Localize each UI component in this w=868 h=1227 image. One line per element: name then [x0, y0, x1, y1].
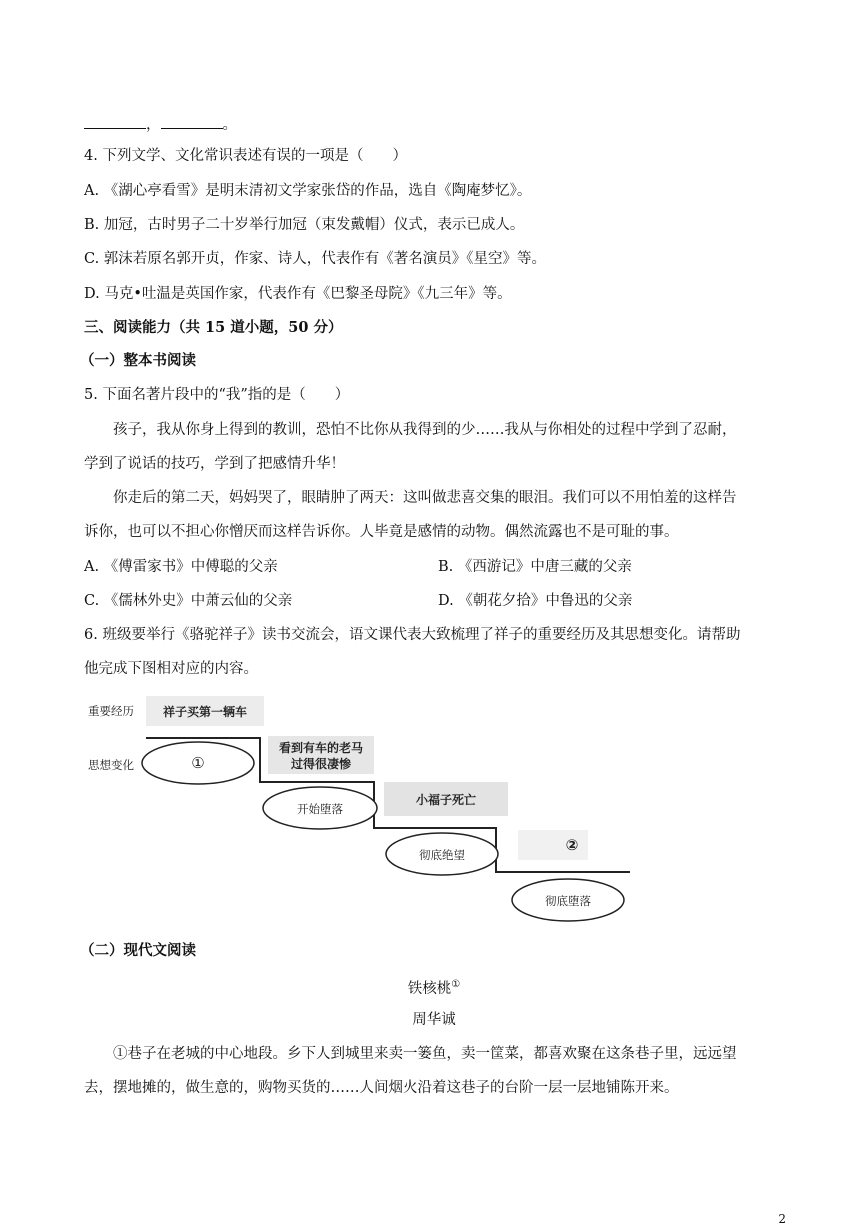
thought-4-text: 彻底堕落	[545, 894, 591, 908]
q5-passage-2b: 诉你，也可以不担心你憎厌而这样告诉你。人毕竟是感情的动物。偶然流露也不是可耻的事。	[84, 524, 679, 540]
q5-option-d: D. 《朝花夕拾》中鲁迅的父亲	[438, 593, 633, 609]
subsection-1-heading: （一）整本书阅读	[80, 352, 196, 369]
label-thoughts: 思想变化	[88, 758, 134, 772]
q4-stem: 4. 下列文学、文化常识表述有误的一项是（ ）	[84, 148, 407, 164]
q4-option-b: B. 加冠，古时男子二十岁举行加冠（束发戴帽）仪式，表示已成人。	[84, 217, 525, 233]
q5-stem: 5. 下面名著片段中的“我”指的是（ ）	[84, 387, 350, 403]
section-3-heading: 三、阅读能力（共 15 道小题，50 分）	[84, 319, 343, 336]
event-2-text-line1: 看到有车的老马	[278, 741, 364, 755]
article-title	[0, 975, 868, 999]
article-author: 周华诚	[412, 1012, 456, 1028]
label-events: 重要经历	[88, 704, 134, 718]
blank-2	[161, 114, 223, 129]
q5-passage-1b: 学到了说话的技巧，学到了把感情升华！	[84, 456, 345, 472]
article-title-text: 铁核桃	[407, 980, 452, 997]
page-number: 2	[778, 1212, 786, 1226]
period: 。	[222, 117, 237, 133]
thought-2-text: 开始堕落	[297, 802, 343, 816]
q4-option-d: D. 马克•吐温是英国作家，代表作有《巴黎圣母院》《九三年》等。	[84, 286, 512, 302]
article-paragraph-1b: 去，摆地摊的，做生意的，购物买货的……人间烟火沿着这巷子的台阶一层一层地铺陈开来。	[84, 1080, 679, 1096]
q4-option-a: A. 《湖心亭看雪》是明末清初文学家张岱的作品，选自《陶庵梦忆》。	[84, 183, 532, 199]
thought-1-text: ①	[191, 754, 205, 772]
q5-option-b: B. 《西游记》中唐三藏的父亲	[438, 559, 632, 575]
article-title-note: ①	[451, 979, 461, 990]
thought-3-text: 彻底绝望	[419, 848, 465, 862]
blank-1	[84, 114, 146, 129]
article-paragraph-1a: ①巷子在老城的中心地段。乡下人到城里来卖一篓鱼，卖一筐菜，都喜欢聚在这条巷子里，远远望	[113, 1046, 737, 1062]
q6-stem-line2: 他完成下图相对应的内容。	[84, 661, 258, 677]
q5-passage-1a: 孩子，我从你身上得到的教训，恐怕不比你从我得到的少……我从与你相处的过程中学到了忍耐，	[113, 422, 737, 438]
answer-blank-line	[84, 114, 237, 135]
comma: ，	[146, 117, 161, 133]
subsection-2-heading: （二）现代文阅读	[80, 942, 196, 959]
q5-option-c: C. 《儒林外史》中萧云仙的父亲	[84, 593, 293, 609]
event-4-text: ②	[565, 836, 579, 854]
xiangzi-staircase-diagram	[84, 688, 644, 928]
q5-option-a: A. 《傅雷家书》中傅聪的父亲	[84, 559, 278, 575]
event-3-text: 小福子死亡	[415, 793, 477, 807]
event-1-text: 祥子买第一辆车	[162, 705, 248, 719]
event-2-text-line2: 过得很凄惨	[290, 757, 352, 771]
q5-passage-2a: 你走后的第二天，妈妈哭了，眼睛肿了两天：这叫做悲喜交集的眼泪。我们可以不用怕羞的这样告	[113, 490, 737, 506]
q6-stem-line1: 6. 班级要举行《骆驼祥子》读书交流会，语文课代表大致梳理了祥子的重要经历及其思想变化。请帮助	[84, 627, 741, 643]
q4-option-c: C. 郭沫若原名郭开贞，作家、诗人，代表作有《著名演员》《星空》等。	[84, 251, 547, 267]
